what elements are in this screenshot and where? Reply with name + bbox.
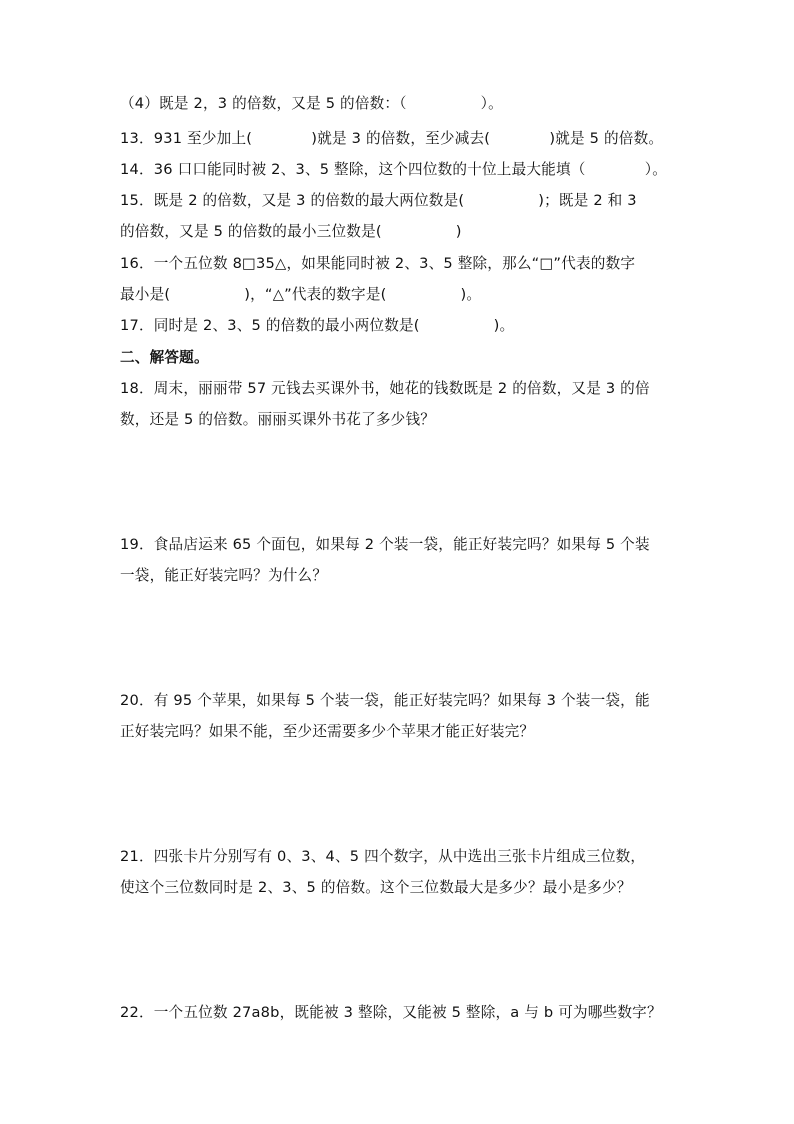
problem-21-line-1: 21．四张卡片分别写有 0、3、4、5 四个数字，从中选出三张卡片组成三位数， [120,848,646,865]
problem-19-line-1: 19．食品店运来 65 个面包，如果每 2 个装一袋，能正好装完吗？如果每 5 个装 [120,536,650,553]
question-17: 17．同时是 2、3、5 的倍数的最小两位数是( )。 [120,317,515,334]
question-15-line-2: 的倍数，又是 5 的倍数的最小三位数是( ) [120,223,462,240]
question-16-line-2: 最小是( )，“△”代表的数字是( )。 [120,286,482,303]
question-12-4: （4）既是 2，3 的倍数，又是 5 的倍数：（ ）。 [120,95,503,112]
problem-22: 22．一个五位数 27a8b，既能被 3 整除，又能被 5 整除，a 与 b 可为哪些数字？ [120,1004,662,1021]
problem-18-line-1: 18．周末，丽丽带 57 元钱去买课外书，她花的钱数既是 2 的倍数，又是 3 的倍 [120,380,650,397]
question-14: 14．36 口口能同时被 2、3、5 整除，这个四位数的十位上最大能填（ ）。 [120,161,668,178]
problem-21-line-2: 使这个三位数同时是 2、3、5 的倍数。这个三位数最大是多少？最小是多少？ [120,879,632,896]
problem-18-line-2: 数，还是 5 的倍数。丽丽买课外书花了多少钱？ [120,411,436,428]
question-16-line-1: 16．一个五位数 8□35△，如果能同时被 2、3、5 整除，那么“□”代表的数字 [120,255,636,272]
problem-20-line-1: 20．有 95 个苹果，如果每 5 个装一袋，能正好装完吗？如果每 3 个装一袋，能 [120,692,650,709]
problem-20-line-2: 正好装完吗？如果不能，至少还需要多少个苹果才能正好装完？ [120,723,535,740]
question-13: 13．931 至少加上( )就是 3 的倍数，至少减去( )就是 5 的倍数。 [120,130,664,147]
section-2-title: 二、解答题。 [120,349,209,366]
question-15-line-1: 15．既是 2 的倍数，又是 3 的倍数的最大两位数是( )；既是 2 和 3 [120,192,637,209]
problem-19-line-2: 一袋，能正好装完吗？为什么？ [120,567,328,584]
